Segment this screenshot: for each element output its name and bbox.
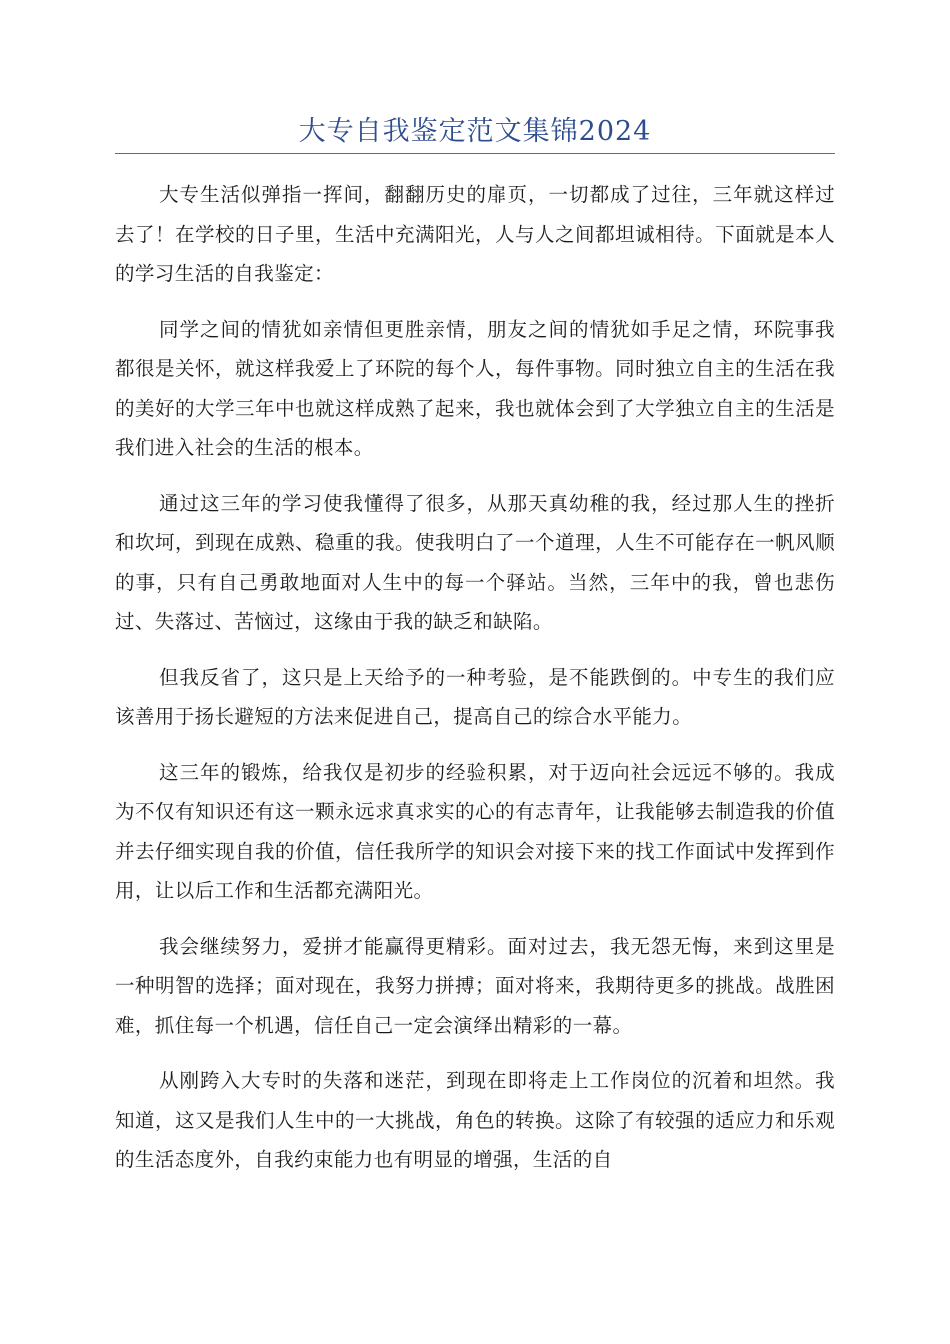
paragraph-3: 通过这三年的学习使我懂得了很多，从那天真幼稚的我，经过那人生的挫折和坎坷，到现在成熟、稳重的我。使我明白了一个道理，人生不可能存在一帆风顺的事，只有自己勇敢地面对人生中的每一个驿站。当然，三年中的我，曾也悲伤过、失落过、苦恼过，这缘由于我的缺乏和缺陷。 <box>115 491 835 633</box>
paragraph-7: 从刚跨入大专时的失落和迷茫，到现在即将走上工作岗位的沉着和坦然。我知道，这又是我们人生中的一大挑战，角色的转换。这除了有较强的适应力和乐观的生活态度外，自我约束能力也有明显的增强，生活的自 <box>115 1069 835 1171</box>
paragraph-1: 大专生活似弹指一挥间，翻翻历史的扉页，一切都成了过往，三年就这样过去了！在学校的日子里，生活中充满阳光，人与人之间都坦诚相待。下面就是本人的学习生活的自我鉴定： <box>115 183 835 285</box>
paragraph-5: 这三年的锻炼，给我仅是初步的经验积累，对于迈向社会远远不够的。我成为不仅有知识还有这一颗永远求真求实的心的有志青年，让我能够去制造我的价值并去仔细实现自我的价值，信任我所学的知识会对接下来的找工作面试中发挥到作用，让以后工作和生活都充满阳光。 <box>115 760 835 902</box>
paragraph-2: 同学之间的情犹如亲情但更胜亲情，朋友之间的情犹如手足之情，环院事我都很是关怀，就这样我爱上了环院的每个人，每件事物。同时独立自主的生活在我的美好的大学三年中也就这样成熟了起来，我也就体会到了大学独立自主的生活是我们进入社会的生活的根本。 <box>115 317 835 459</box>
document-title: 大专自我鉴定范文集锦2024 <box>298 116 652 147</box>
title-underline <box>115 153 835 154</box>
paragraph-4: 但我反省了，这只是上天给予的一种考验，是不能跌倒的。中专生的我们应该善用于扬长避短的方法来促进自己，提高自己的综合水平能力。 <box>115 665 835 728</box>
document-body <box>115 175 835 1196</box>
paragraph-6: 我会继续努力，爱拼才能赢得更精彩。面对过去，我无怨无悔，来到这里是一种明智的选择；面对现在，我努力拼搏；面对将来，我期待更多的挑战。战胜困难，抓住每一个机遇，信任自己一定会演绎出精彩的一幕。 <box>115 934 835 1037</box>
